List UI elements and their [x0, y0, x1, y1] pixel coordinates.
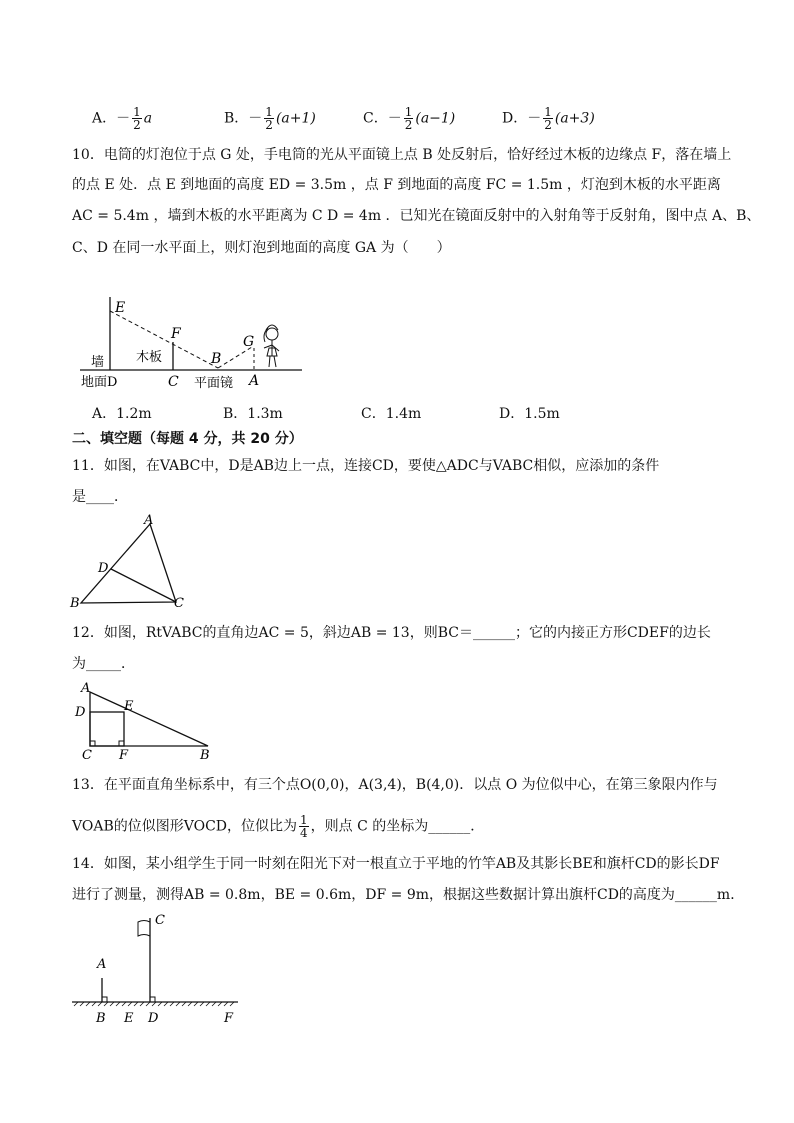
q9-option-d[interactable]	[502, 106, 634, 131]
label-E: E	[115, 300, 126, 316]
label-C: C	[155, 913, 165, 928]
label-D: D	[148, 1011, 159, 1026]
label-D: D	[75, 705, 86, 720]
q11-line-2: 是____．	[72, 489, 128, 505]
q9-option-b[interactable]	[224, 106, 363, 131]
option-label: B．	[224, 110, 249, 127]
label-mirror: 平面镜	[194, 376, 234, 391]
right-angle-d	[150, 997, 155, 1002]
q13-line-2	[72, 814, 484, 839]
minus-sign: －	[387, 110, 402, 127]
minus-sign: －	[116, 110, 131, 127]
label-C: C	[82, 748, 92, 762]
triangle-abc	[81, 524, 176, 603]
label-E: E	[124, 1011, 134, 1026]
label-A: A	[97, 957, 107, 972]
q12-figure	[72, 678, 222, 762]
q14-line-2: 进行了测量，测得AB = 0.8m，BE = 0.6m，DF = 9m，根据这些数据计算出旗杆CD的高度为______m．	[72, 887, 745, 903]
label-A: A	[81, 681, 91, 696]
triangle-abc	[90, 692, 208, 746]
ray-b-g	[218, 347, 252, 368]
label-D: D	[98, 561, 109, 576]
option-expr: a	[143, 110, 153, 127]
label-B: B	[211, 351, 222, 367]
ray-e-b	[110, 311, 218, 368]
minus-sign: －	[248, 110, 263, 127]
label-C: C	[174, 596, 184, 611]
person-icon	[264, 325, 279, 367]
label-ground: 地面D	[81, 375, 118, 390]
fraction: $\frac{1}{2}$	[133, 105, 141, 132]
q10-option-c[interactable]: C．1.4m	[361, 406, 422, 422]
label-F: F	[119, 748, 129, 762]
label-board: 木板	[136, 350, 163, 365]
q9-option-c[interactable]	[363, 106, 502, 131]
section-title: 二、填空题（每题 4 分，共 20 分）	[72, 431, 303, 447]
flag-icon	[138, 921, 150, 937]
right-angle-f	[119, 741, 124, 746]
label-A: A	[144, 514, 154, 528]
q14-figure	[66, 912, 246, 1027]
q11-figure	[68, 514, 192, 612]
label-wall: 墙	[91, 355, 105, 370]
q10-line-3: AC = 5.4m ，墙到木板的水平距离为 C D = 4m ．已知光在镜面反射中的入射角等于反射角，图中点 A、B、	[72, 208, 761, 224]
fraction: $\frac{1}{2}$	[544, 105, 552, 132]
q12-line-1: 12．如图，RtVABC的直角边AC = 5，斜边AB = 13，则BC＝______；它的内接正方形CDEF的边长	[72, 625, 711, 641]
q10-line-4: C、D 在同一水平面上，则灯泡到地面的高度 GA 为（ ）	[72, 240, 451, 256]
q10-option-a[interactable]: A．1.2m	[92, 406, 152, 422]
q10-line-2: 的点 E 处．点 E 到地面的高度 ED = 3.5m ，点 F 到地面的高度 FC = 1.5m ，灯泡到木板的水平距离	[72, 177, 721, 193]
label-B: B	[200, 748, 210, 762]
option-label: D．	[502, 110, 528, 127]
q10-option-d[interactable]: D．1.5m	[499, 406, 560, 422]
label-A: A	[249, 373, 260, 389]
q10-options	[92, 404, 631, 424]
option-label: A．	[92, 110, 117, 127]
option-expr: (a−1)	[415, 110, 456, 127]
fraction: $\frac{1}{4}$	[300, 813, 308, 840]
label-E: E	[124, 699, 134, 714]
option-label: C．	[363, 110, 388, 127]
q12-line-2: 为_____．	[72, 656, 135, 672]
q13-text-b: ，则点 C 的坐标为______．	[310, 818, 485, 835]
q10-option-b[interactable]: B．1.3m	[223, 406, 283, 422]
minus-sign: －	[527, 110, 542, 127]
option-expr: (a+1)	[275, 110, 316, 127]
q13-line-1: 13．在平面直角坐标系中，有三个点O(0,0)，A(3,4)，B(4,0)．以点 O 为位似中心，在第三象限内作与	[72, 777, 718, 793]
right-angle-b	[102, 997, 107, 1002]
label-F: F	[224, 1011, 234, 1026]
q11-line-1: 11．如图，在VABC中，D是AB边上一点，连接CD，要使△ADC与VABC相似，应添加的条件	[72, 458, 660, 474]
fraction: $\frac{1}{2}$	[404, 105, 413, 132]
option-expr: (a+3)	[554, 110, 595, 127]
q10-line-1: 10．电筒的灯泡位于点 G 处，手电筒的光从平面镜上点 B 处反射后，恰好经过木板的边缘点 F，落在墙上	[72, 147, 732, 163]
q13-text-a: VOAB的位似图形VOCD，位似比为	[72, 818, 298, 835]
label-F: F	[171, 326, 181, 342]
q9-options	[92, 106, 634, 131]
label-B: B	[96, 1011, 106, 1026]
q10-figure	[78, 290, 308, 395]
label-C: C	[168, 374, 179, 390]
q14-line-1: 14．如图，某小组学生于同一时刻在阳光下对一根直立于平地的竹竿AB及其影长BE和旗杆CD的影长DF	[72, 856, 720, 872]
q9-option-a[interactable]	[92, 106, 224, 131]
label-B: B	[70, 596, 80, 611]
right-angle-c	[90, 741, 95, 746]
label-G: G	[243, 334, 255, 350]
fraction: $\frac{1}{2}$	[265, 105, 273, 132]
